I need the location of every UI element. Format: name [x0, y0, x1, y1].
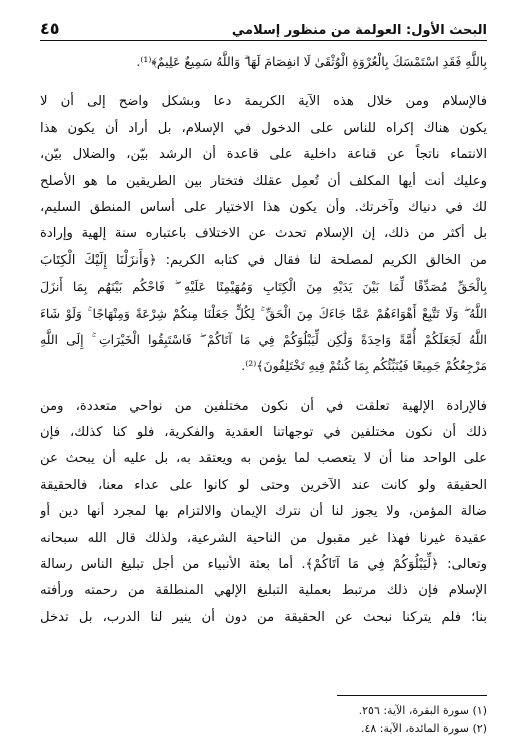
text-line: مَرْجِعُكُمْ جَمِيعًا فَيُنَبِّئُكُم بِمَا كُنتُمْ فِيهِ تَخْتَلِفُونَ﴾⁽²⁾. — [241, 358, 487, 374]
text-line: على الواحد منا أن لا يتعصب لما يؤمن به ويعتقد به، بل عليه أن يبحث عن — [40, 451, 487, 467]
text-line: بِالْحَقِّ مُصَدِّقًا لِّمَا بَيْنَ يَدَيْهِ مِنَ الْكِتَابِ وَمُهَيْمِنًا عَلَيْهِ ۖ فَاحْكُم بَيْنَهُم بِمَا أَنزَلَ — [40, 279, 487, 295]
text-line: اللَّهُ لَجَعَلَكُمْ أُمَّةً وَاحِدَةً وَلَٰكِن لِّيَبْلُوَكُمْ فِي مَا آتَاكُمْ ۖ فَاسْتَبِقُوا الْخَيْرَاتِ ۚ إِلَى اللَّهِ — [40, 331, 487, 347]
header-rule — [40, 40, 487, 41]
text-line: يكون هناك إكراه للناس على الدخول في الإسلام، بل أراد أن يكون هذا — [40, 120, 487, 136]
text-line: فالإسلام ومن خلال هذه الآية الكريمة دعا وبشكل واضح إلى أن لا — [40, 94, 487, 110]
text-line: وتعالى: ﴿لِّيَبْلُوَكُمْ فِي مَا آتَاكُمْ﴾. أما بعثة الأنبياء من أجل تبليغ الناس رسالة — [40, 557, 487, 573]
body-text — [40, 49, 487, 631]
text-line: فالإرادة الإلهية تعلقت في أن نكون مختلفين من نواحي متعددة، ومن — [40, 398, 487, 414]
footnote-rule — [337, 695, 487, 696]
page-header — [40, 14, 487, 38]
footnotes — [40, 702, 487, 738]
text-line: بِاللَّهِ فَقَدِ اسْتَمْسَكَ بِالْعُرْوَةِ الْوُثْقَىٰ لَا انفِصَامَ لَهَا ۗ وَاللَّهُ سَمِيعٌ عَلِيمٌ﴾⁽¹⁾. — [136, 54, 487, 69]
text-line: الحقيقة ولو كانت عند الآخرين وحتى لو كانوا على عداء معنا، فالحقيقة — [40, 477, 487, 493]
paragraph-gap — [40, 380, 487, 394]
text-line: الانتماء ناتجاً عن قناعة داخلية على قاعدة أن الرشد بيّن، والضلال بيّن، — [40, 147, 487, 163]
text-line: الإسلام فإن ذلك مرتبط بعملية التبليغ الإلهي المنطلقة من رحمته ورأفته — [40, 583, 487, 599]
text-line: بل أكثر من ذلك، إن الإسلام تحدث عن الاختلاف باعتباره سنة إلهية وإرادة — [40, 226, 487, 242]
footnote: (١) سورة البقرة، الآية: ٢٥٦. — [358, 704, 487, 717]
text-line: ذلك أن نكون مختلفين في توجهاتنا العقدية والفكرية، فلو كنا كذلك، فإن — [40, 425, 487, 441]
footnote: (٢) سورة المائدة، الآية: ٤٨. — [360, 722, 487, 735]
text-line: من الخالق الكريم لمصلحة لنا فقال في كتابه الكريم: ﴿وَأَنزَلْنَا إِلَيْكَ الْكِتَابَ — [40, 252, 487, 268]
text-line: اللَّهُ ۖ وَلَا تَتَّبِعْ أَهْوَاءَهُمْ عَمَّا جَاءَكَ مِنَ الْحَقِّ ۚ لِكُلٍّ جَعَلْنَا مِنكُمْ شِرْعَةً وَمِنْهَاجًا ۚ وَلَوْ شَاءَ — [40, 305, 487, 321]
page-number: ٤٥ — [40, 19, 60, 38]
text-line: عقيدة غيرنا فهذا غير مقبول من الناحية الشرعية، ولذلك قال الله سبحانه — [40, 530, 487, 546]
text-line: ضالة المؤمن، ولا يجوز لنا أن نترك الإيمان والالتزام بها لمجرد أنها دين أو — [40, 504, 487, 520]
text-line: لك في دنياك وآخرتك. وأن يكون هذا الاختيار على أساس المنطق السليم، — [40, 199, 487, 215]
paragraph-gap — [40, 75, 487, 89]
running-title: البحث الأول: العولمة من منظور إسلامي — [231, 23, 487, 38]
text-line: وعليك أنت أيها المكلف أن تُعمِل عقلك فتختار بين الطريقين ما هو الأصلح — [40, 173, 487, 189]
text-line: بنا؛ فلم يتركنا نبحث عن الحقيقة من دون أن ينير لنا الدرب، بل تدخل — [40, 609, 487, 625]
